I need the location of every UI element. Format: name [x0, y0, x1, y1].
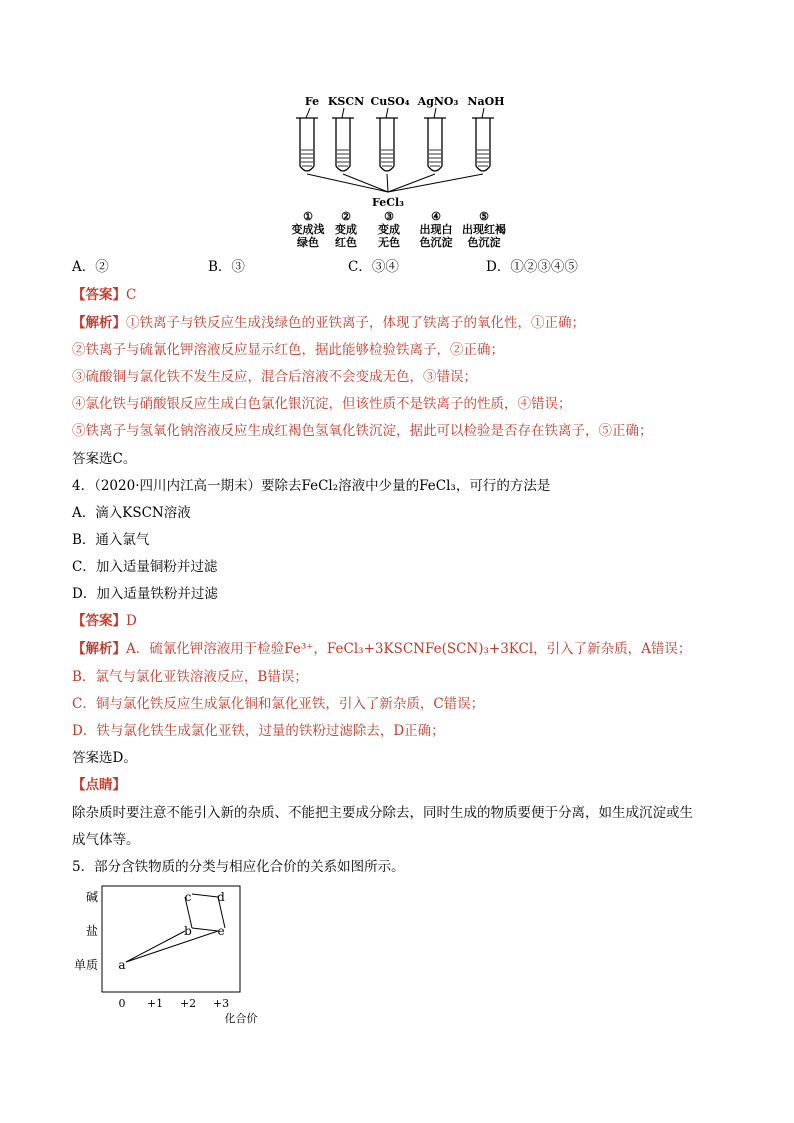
reagent-label-cuso4: CuSO₄	[370, 95, 410, 108]
q4-point-tag	[72, 776, 126, 794]
result-1-line1: 变成浅	[291, 223, 325, 236]
q3-analysis-line-4: ④氯化铁与硝酸银反应生成白色氯化银沉淀，但该性质不是铁离子的性质，④错误；	[72, 396, 572, 412]
result-5-line1: 出现红褐	[462, 223, 506, 236]
point-label-d: d	[217, 890, 225, 904]
y-tick-label: 盐	[85, 924, 98, 938]
q4-point-line-2: 成气体等。	[72, 832, 140, 848]
connection-line	[192, 928, 218, 931]
point-label-b: b	[184, 924, 192, 938]
point-label-a: a	[118, 958, 126, 972]
q4-stem: 4．（2020·四川内江高一期末）要除去FeCl₂溶液中少量的FeCl₃，可行的方法是	[72, 478, 551, 494]
result-captions	[292, 210, 507, 249]
result-2-line1: 变成	[335, 223, 357, 236]
y-tick-label: 碱	[85, 890, 98, 904]
result-1-line2: 绿色	[297, 236, 319, 249]
analysis-tag: 【解析】	[72, 641, 126, 657]
connection-line	[126, 931, 185, 962]
result-4-line1: 出现白	[419, 223, 453, 236]
q3-option-b: B．③	[208, 259, 245, 275]
answer-value: D	[126, 613, 137, 629]
point-tag: 【点睛】	[72, 777, 126, 793]
q3-conclusion: 答案选C。	[72, 451, 137, 467]
q3-option-c: C．③④	[348, 259, 399, 275]
analysis-text: ①铁离子与铁反应生成浅绿色的亚铁离子，体现了铁离子的氧化性，①正确；	[126, 315, 585, 331]
connection-line	[192, 894, 218, 897]
answer-value: C	[126, 287, 137, 303]
q3-option-a: A．②	[72, 259, 109, 275]
q4-point-line-1: 除杂质时要注意不能引入新的杂质、不能把主要成分除去，同时生成的物质要便于分离，如生成沉淀或生	[72, 805, 693, 821]
point-label-c: c	[184, 890, 192, 904]
reagent-label-naoh: NaOH	[467, 95, 505, 108]
q4-conclusion: 答案选D。	[72, 750, 137, 766]
x-tick-label: +3	[212, 997, 230, 1010]
result-2-num: ②	[341, 210, 351, 223]
q4-analysis-line-2: B．氯气与氯化亚铁溶液反应，B错误；	[72, 669, 308, 685]
q4-analysis-line-4: D．铁与氯化铁生成氯化亚铁，过量的铁粉过滤除去，D正确；	[72, 723, 445, 739]
test-tubes	[296, 118, 494, 171]
result-4-num: ④	[431, 210, 441, 223]
valence-chart	[73, 880, 280, 1030]
q3-answer	[72, 286, 136, 304]
result-3-line2: 无色	[378, 236, 400, 249]
test-tube-figure	[270, 88, 520, 253]
q4-option-b: B．通入氯气	[72, 532, 150, 548]
answer-tag: 【答案】	[72, 613, 126, 629]
q3-analysis-line-3: ③硫酸铜与氯化铁不发生反应，混合后溶液不会变成无色，③错误；	[72, 369, 477, 385]
q3-option-d: D．①②③④⑤	[486, 259, 578, 275]
q4-answer	[72, 612, 137, 630]
q4-analysis-line-3: C．铜与氯化铁反应生成氯化铜和氯化亚铁，引入了新杂质，C错误；	[72, 696, 485, 712]
q4-analysis-line-1	[72, 640, 691, 658]
result-3-num: ③	[384, 210, 394, 223]
y-tick-label: 单质	[73, 958, 98, 972]
analysis-tag: 【解析】	[72, 315, 126, 331]
reagent-label-fe: Fe	[304, 95, 320, 108]
result-4-line2: 色沉淀	[419, 236, 453, 249]
result-2-line2: 红色	[335, 236, 357, 249]
answer-tag: 【答案】	[72, 287, 126, 303]
q3-analysis-line-2: ②铁离子与硫氰化钾溶液反应显示红色，据此能够检验铁离子，②正确；	[72, 342, 504, 358]
connection-line	[126, 931, 218, 962]
q4-option-d: D．加入适量铁粉并过滤	[72, 586, 218, 602]
center-label-fecl3: FeCl₃	[372, 196, 404, 209]
analysis-text: A．硫氰化钾溶液用于检验Fe³⁺，FeCl₃+3KSCNFe(SCN)₃+3KCl，引入了新杂质，A错误；	[126, 641, 692, 657]
q4-option-a: A．滴入KSCN溶液	[72, 505, 191, 521]
q4-option-c: C．加入适量铜粉并过滤	[72, 559, 218, 575]
x-axis-label: 化合价	[224, 1012, 258, 1025]
result-5-num: ⑤	[479, 210, 489, 223]
x-tick-label: +1	[146, 997, 164, 1010]
result-1-num: ①	[303, 210, 313, 223]
point-label-e: e	[217, 924, 225, 938]
result-5-line2: 色沉淀	[467, 236, 501, 249]
reagent-label-kscn: KSCN	[327, 95, 365, 108]
result-3-line1: 变成	[378, 223, 400, 236]
x-tick-label: 0	[118, 997, 126, 1010]
q3-analysis-line-5: ⑤铁离子与氢氧化钠溶液反应生成红褐色氢氧化铁沉淀，据此可以检验是否存在铁离子，⑤正确；	[72, 423, 653, 439]
q3-analysis-line-1	[72, 314, 585, 332]
q5-stem: 5．部分含铁物质的分类与相应化合价的关系如图所示。	[72, 859, 405, 875]
reagent-label-agno3: AgNO₃	[417, 95, 459, 108]
x-tick-label: +2	[179, 997, 197, 1010]
